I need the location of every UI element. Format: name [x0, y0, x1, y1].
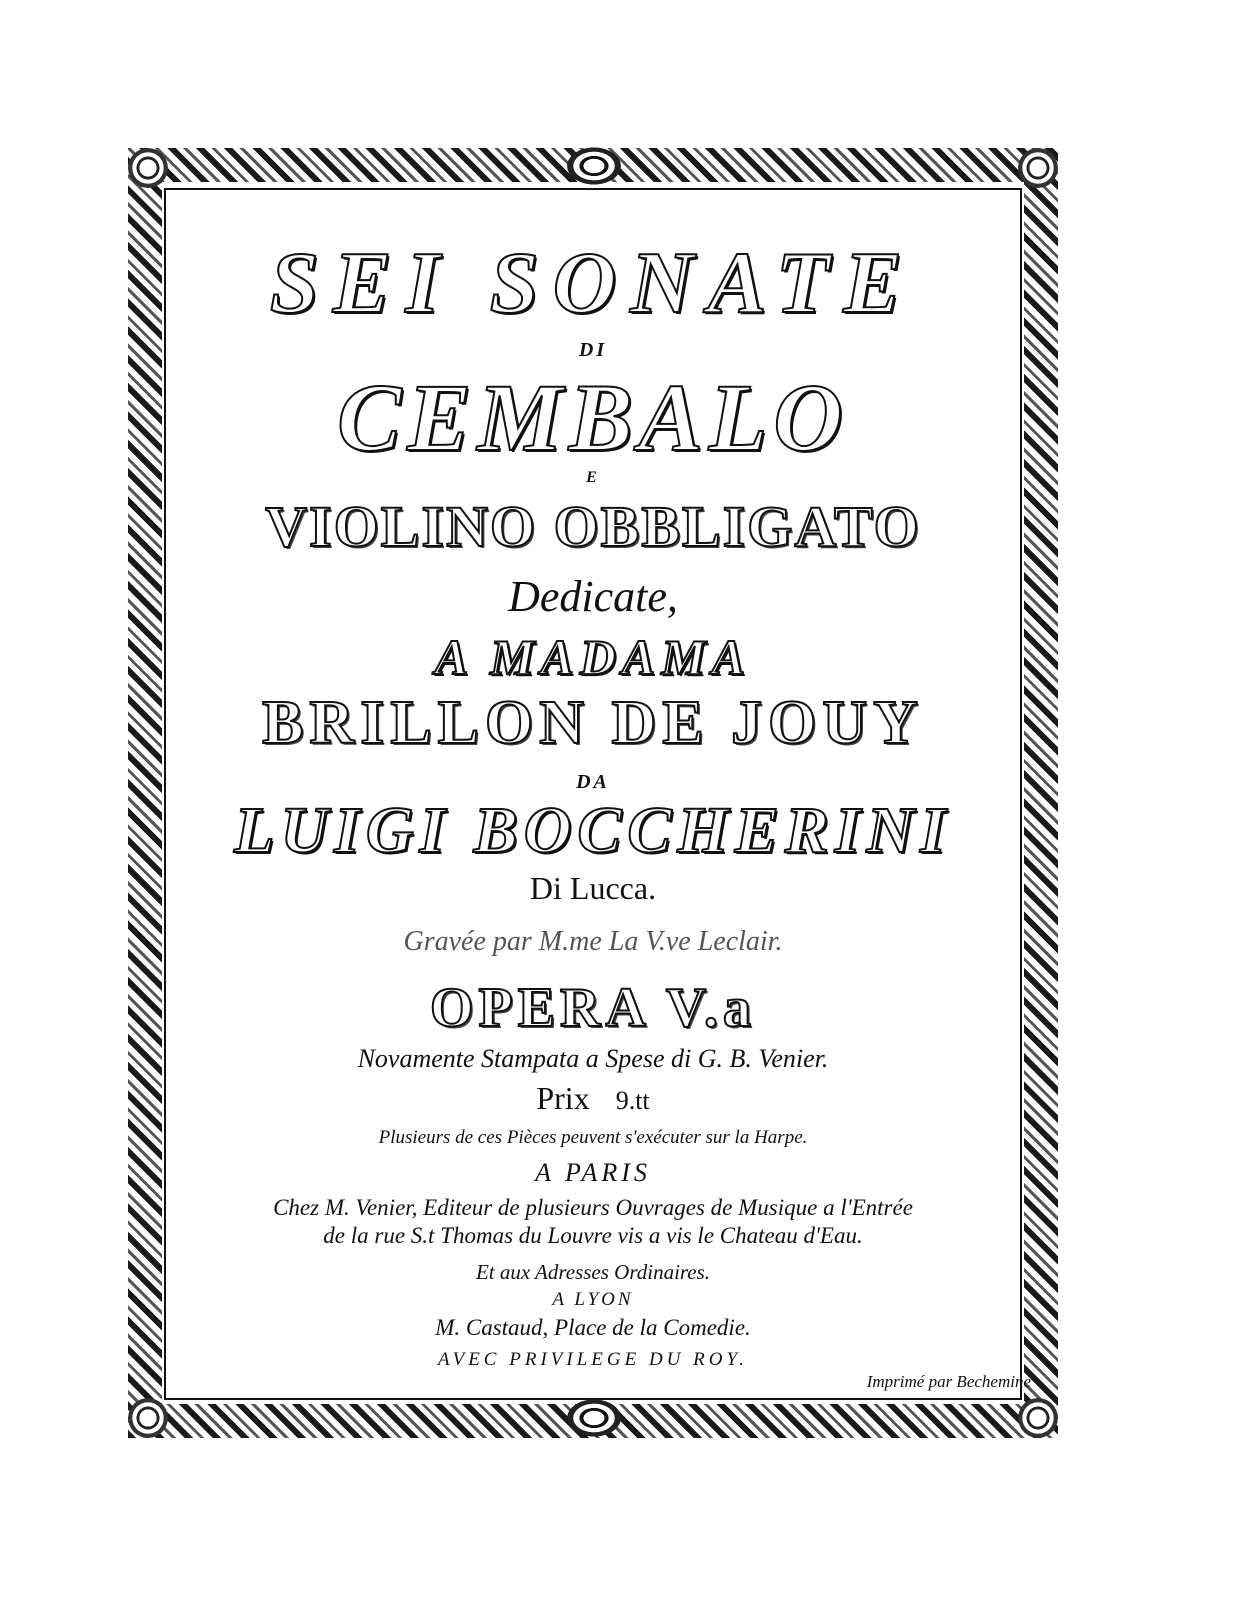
dedicatee-line: BRILLON DE JOUY — [262, 689, 924, 757]
imprint-note: Imprimé par Bechemine — [866, 1372, 1031, 1391]
corner-ornament-bottom-left-icon — [128, 1398, 168, 1438]
city-paris: A PARIS — [535, 1158, 651, 1187]
title-page — [166, 200, 1020, 1390]
madama-line: A MADAMA — [434, 629, 752, 685]
address-line-2: de la rue S.t Thomas du Louvre vis a vis le Chateau d'Eau. — [323, 1223, 863, 1248]
da-line: DA — [576, 771, 610, 793]
city-lyon: A LYON — [552, 1289, 634, 1310]
medallion-top-icon — [565, 146, 623, 186]
e-line: E — [586, 469, 600, 486]
privilege-line: AVEC PRIVILEGE DU ROY. — [437, 1349, 749, 1370]
di-line: DI — [578, 339, 608, 361]
title-line: SEI SONATE — [269, 235, 917, 332]
composer-line: LUIGI BOCCHERINI — [234, 794, 952, 867]
address-line-3: Et aux Adresses Ordinaires. — [475, 1260, 711, 1284]
opus-line: OPERA V.a — [429, 977, 757, 1039]
price-line — [166, 1082, 1020, 1114]
address-line-1: Chez M. Venier, Editeur de plusieurs Ouvrages de Musique a l'Entrée — [273, 1195, 913, 1220]
dedicate-line: Dedicate, — [508, 572, 678, 621]
corner-ornament-top-left-icon — [128, 148, 168, 188]
corner-ornament-bottom-right-icon — [1018, 1398, 1058, 1438]
cembalo-line: CEMBALO — [337, 364, 849, 471]
printing-line: Novamente Stampata a Spese di G. B. Venier. — [357, 1044, 829, 1073]
engraver-line: Gravée par M.me La V.ve Leclair. — [403, 926, 783, 957]
price-label: Prix — [536, 1080, 590, 1116]
corner-ornament-top-right-icon — [1018, 148, 1058, 188]
price-value: 9.tt — [615, 1086, 650, 1115]
medallion-bottom-icon — [565, 1398, 623, 1438]
violino-line: VIOLINO OBBLIGATO — [265, 494, 921, 559]
harp-note: Plusieurs de ces Pièces peuvent s'exécuter sur la Harpe. — [378, 1127, 808, 1148]
address-line-4: M. Castaud, Place de la Comedie. — [435, 1315, 751, 1340]
origin-line: Di Lucca. — [529, 870, 657, 906]
